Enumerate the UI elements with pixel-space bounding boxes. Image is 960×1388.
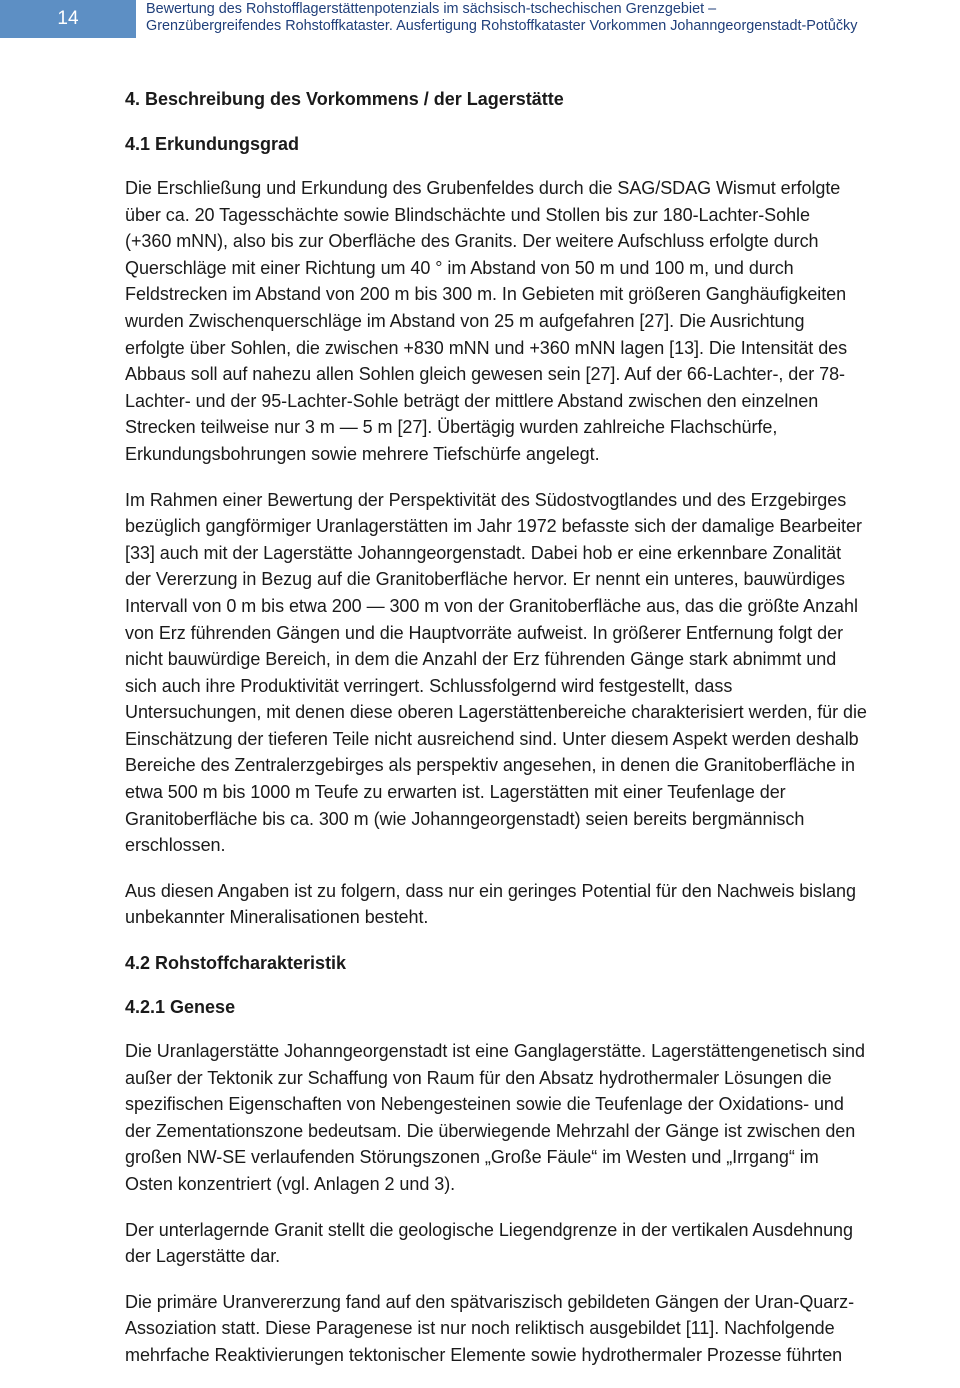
document-body (125, 86, 960, 1388)
heading-section-4-2: 4.2 Rohstoffcharakteristik (125, 953, 347, 974)
heading-section-4-2-1: 4.2.1 Genese (125, 997, 236, 1018)
paragraph-bewertung: Im Rahmen einer Bewertung der Perspektivität des Südostvogtlandes und des Erzgebirges bezüglich gangförmiger Uranlagerstätten im Jahr 1972 befasste sich der damalige Bearbeiter [33] auch mit der Lagerstätte Johanngeorgenstadt. Dabei hob er eine erkennbare Zonalität der Vererzung in Bezug auf die Granitoberfläche hervor. Er nennt ein unteres, bauwürdiges Intervall von 0 m bis etwa 200 — 300 m von der Granitoberfläche aus, das die größte Anzahl von Erz führenden Gängen und die Hauptvorräte aufweist. In größerer Entfernung folgt der nicht bauwürdige Bereich, in dem die Anzahl der Erz führenden Gänge stark abnimmt und sich auch ihre Produktivität verringert. Schlussfolgernd wird festgestellt, dass Untersuchungen, mit denen diese oberen Lagerstättenbereiche charakterisiert werden, für die Einschätzung der tieferen Teile nicht ausreichend sind. Unter diesem Aspekt werden deshalb Bereiche des Zentralerzgebirges als perspektiv angesehen, in denen die Granitoberfläche in etwa 500 m bis 1000 m Teufe zu erwarten ist. Lagerstätten mit einer Teufenlage der Granitoberfläche bis ca. 300 m (wie Johanngeorgenstadt) seien bereits bergmännisch erschlossen. (125, 489, 867, 856)
heading-section-4: 4. Beschreibung des Vorkommens / der Lagerstätte (125, 89, 564, 109)
paragraph-granit: Der unterlagernde Granit stellt die geologische Liegendgrenze in der vertikalen Ausdehnung der Lagerstätte dar. (125, 1219, 853, 1267)
paragraph-folgerung: Aus diesen Angaben ist zu folgern, dass nur ein geringes Potential für den Nachweis bislang unbekannter Mineralisationen besteht. (125, 880, 856, 928)
paragraph-erkundung: Die Erschließung und Erkundung des Grubenfeldes durch die SAG/SDAG Wismut erfolgte über ca. 20 Tagesschächte sowie Blindschächte und Stollen bis zur 180-Lachter-Sohle (+360 mNN), also bis zur Oberfläche des Granits. Der weitere Aufschluss erfolgte durch Querschläge mit einer Richtung um 40 ° im Abstand von 50 m und 100 m, und durch Feldstrecken im Abstand von 200 m bis 300 m. In Gebieten mit größeren Ganghäufigkeiten wurden Zwischenquerschläge im Abstand von 25 m aufgefahren [27]. Die Ausrichtung erfolgte über Sohlen, die zwischen +830 mNN und +360 mNN lagen [13]. Die Intensität des Abbaus soll auf nahezu allen Sohlen gleich gewesen sein [27]. Auf der 66-Lachter-, der 78- Lachter- und der 95-Lachter-Sohle beträgt der mittlere Abstand zwischen den einzelnen Strecken teilweise nur 3 m — 5 m [27]. Übertägig wurden zahlreiche Flachschürfe, Erkundungsbohrungen sowie mehrere Tiefschürfe angelegt. (125, 178, 848, 464)
header-line-1: Bewertung des Rohstofflagerstättenpotenzials im sächsisch-tschechischen Grenzgebiet – (146, 1, 717, 17)
paragraph-uranvererzung: Die primäre Uranvererzung fand auf den spätvariszisch gebildeten Gängen der Uran-Quarz- Assoziation statt. Diese Paragenese ist nur noch reliktisch ausgebildet [11]. Nachfolgende mehrfache Reaktivierungen tektonischer Elemente sowie hydrothermaler Prozesse führten (125, 1291, 855, 1365)
header-title (146, 1, 956, 35)
page-number: 14 (0, 0, 136, 38)
header-line-2: Grenzübergreifendes Rohstoffkataster. Ausfertigung Rohstoffkataster Vorkommen Johanngeorgenstadt-Potůčky (146, 18, 858, 34)
heading-section-4-1: 4.1 Erkundungsgrad (125, 134, 300, 154)
page-header (0, 0, 960, 38)
paragraph-genese: Die Uranlagerstätte Johanngeorgenstadt ist eine Ganglagerstätte. Lagerstättengenetisch sind außer der Tektonik zur Schaffung von Raum für den Absatz hydrothermaler Lösungen die spezifischen Eigenschaften von Nebengesteinen sowie die Teufenlage der Oxidations- und der Zementationszone bedeutsam. Die überwiegende Mehrzahl der Gänge ist zwischen den großen NW-SE verlaufenden Störungszonen „Große Fäule“ im Westen und „Irrgang“ im Osten konzentriert (vgl. Anlagen 2 und 3). (125, 1041, 865, 1194)
